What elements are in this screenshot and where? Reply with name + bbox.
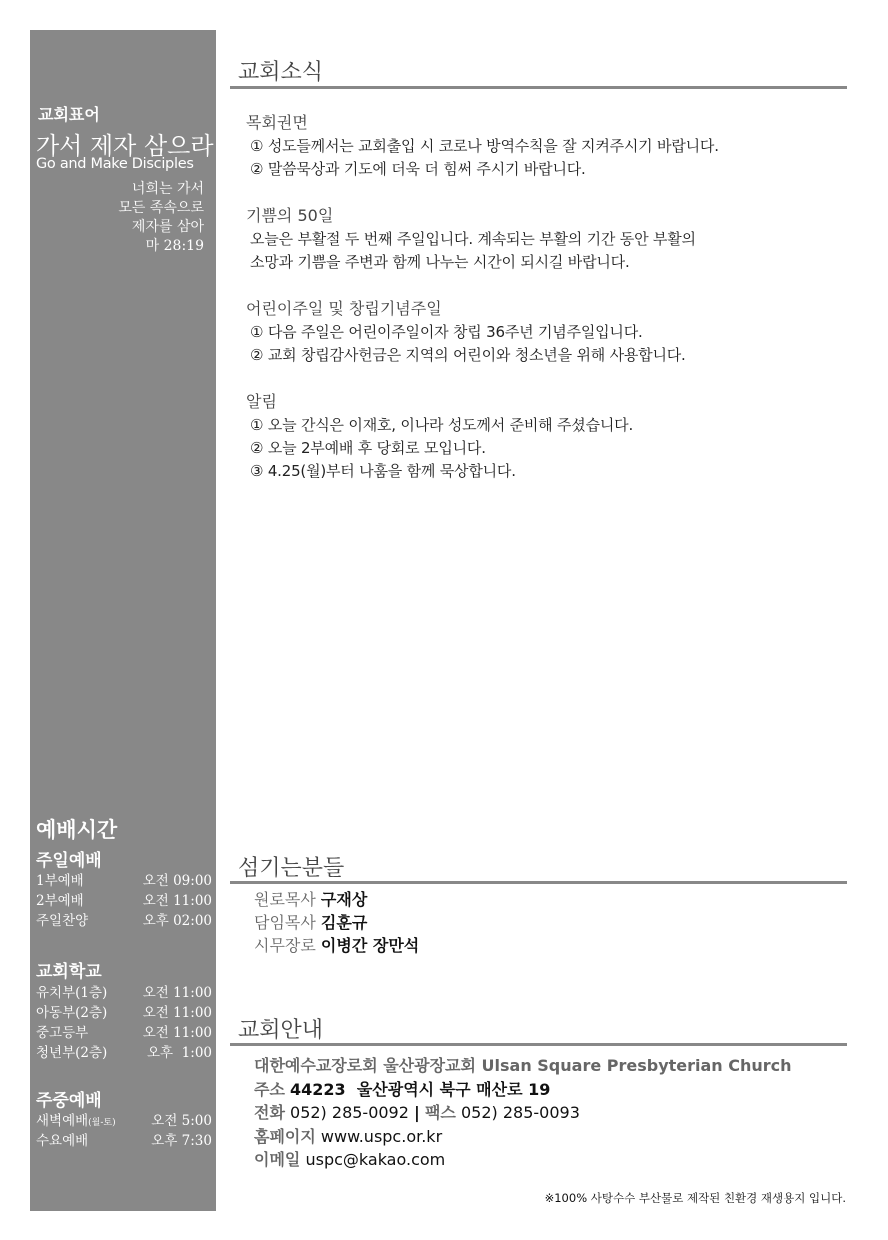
news-line: ① 성도들께서는 교회출입 시 코로나 방역수칙을 잘 지켜주시기 바랍니다. bbox=[250, 137, 719, 155]
news-line: ② 오늘 2부예배 후 당회로 모입니다. bbox=[250, 439, 486, 457]
staff-row: 시무장로 이병간 장만석 bbox=[254, 936, 420, 955]
news-heading: 목회권면 bbox=[246, 113, 308, 132]
info-rule bbox=[230, 1043, 847, 1046]
email-link[interactable]: uspc@kakao.com bbox=[305, 1150, 446, 1169]
schedule-row: 주일찬양 오후 02:00 bbox=[36, 913, 212, 929]
staff-row: 담임목사 김훈규 bbox=[254, 913, 368, 932]
group-title-school: 교회학교 bbox=[36, 962, 102, 982]
motto-english: Go and Make Disciples bbox=[36, 156, 194, 172]
staff-title: 섬기는분들 bbox=[238, 856, 345, 881]
news-heading: 알림 bbox=[246, 392, 277, 411]
news-section bbox=[246, 391, 846, 483]
schedule-row: 수요예배 오후 7:30 bbox=[36, 1133, 212, 1149]
info-list bbox=[254, 1054, 792, 1172]
motto-title: 가서 제자 삼으라 bbox=[36, 132, 214, 160]
verse-reference: 마 28:19 bbox=[145, 238, 204, 254]
motto-verse bbox=[118, 180, 204, 256]
footnote: ※100% 사탕수수 부산물로 제작된 친환경 재생용지 입니다. bbox=[544, 1191, 846, 1205]
news-heading: 어린이주일 및 창립기념주일 bbox=[246, 299, 442, 318]
group-title-sunday: 주일예배 bbox=[36, 851, 102, 871]
staff-list bbox=[254, 888, 419, 957]
news-section bbox=[246, 205, 846, 274]
staff-rule bbox=[230, 881, 847, 884]
verse-line: 모든 족속으로 bbox=[118, 200, 204, 216]
homepage-link[interactable]: www.uspc.or.kr bbox=[320, 1126, 443, 1146]
schedule-row: 2부예배 오전 11:00 bbox=[36, 893, 212, 909]
email-row: 이메일 uspc@kakao.com bbox=[254, 1150, 446, 1169]
schedule-row: 1부예배 오전 09:00 bbox=[36, 873, 212, 889]
verse-line: 너희는 가서 bbox=[131, 181, 204, 197]
group-rows-weekday bbox=[36, 1111, 212, 1151]
group-rows-school bbox=[36, 983, 212, 1063]
group-rows-sunday bbox=[36, 871, 212, 931]
news-heading: 기쁨의 50일 bbox=[246, 206, 334, 225]
schedule-row: 청년부(2층) 오후 1:00 bbox=[36, 1045, 212, 1061]
address-row: 주소 44223 울산광역시 북구 매산로 19 bbox=[254, 1079, 551, 1099]
verse-line: 제자를 삼아 bbox=[131, 219, 204, 235]
worship-heading: 예배시간 bbox=[36, 818, 118, 842]
schedule-row: 중고등부 오전 11:00 bbox=[36, 1025, 212, 1041]
group-title-weekday: 주중예배 bbox=[36, 1091, 102, 1111]
homepage-row: 홈페이지 www.uspc.or.kr bbox=[254, 1126, 443, 1146]
schedule-row: 새벽예배(월-토) 오전 5:00 bbox=[36, 1113, 212, 1129]
news-line: ③ 4.25(월)부터 나훔을 함께 묵상합니다. bbox=[250, 462, 516, 480]
news-title: 교회소식 bbox=[238, 60, 324, 85]
info-title: 교회안내 bbox=[238, 1018, 324, 1043]
news-body bbox=[246, 112, 846, 507]
motto-heading: 교회표어 bbox=[38, 105, 100, 124]
news-line: 소망과 기쁨을 주변과 함께 나누는 시간이 되시길 바랍니다. bbox=[250, 253, 630, 271]
schedule-row: 아동부(2층) 오전 11:00 bbox=[36, 1005, 212, 1021]
news-section bbox=[246, 112, 846, 181]
news-section bbox=[246, 298, 846, 367]
church-name: 대한예수교장로회 울산광장교회 Ulsan Square Presbyterian Church bbox=[254, 1056, 792, 1075]
schedule-row: 유치부(1층) 오전 11:00 bbox=[36, 985, 212, 1001]
news-line: ① 오늘 간식은 이재호, 이나라 성도께서 준비해 주셨습니다. bbox=[250, 416, 634, 434]
news-line: ② 교회 창립감사헌금은 지역의 어린이와 청소년을 위해 사용합니다. bbox=[250, 346, 686, 364]
news-rule bbox=[230, 86, 847, 89]
news-line: ① 다음 주일은 어린이주일이자 창립 36주년 기념주일입니다. bbox=[250, 323, 643, 341]
news-line: ② 말씀묵상과 기도에 더욱 더 힘써 주시기 바랍니다. bbox=[250, 160, 586, 178]
phone-row: 전화 052) 285-0092 | 팩스 052) 285-0093 bbox=[254, 1103, 580, 1122]
sidebar bbox=[30, 30, 216, 1211]
news-line: 오늘은 부활절 두 번째 주일입니다. 계속되는 부활의 기간 동안 부활의 bbox=[250, 230, 696, 248]
staff-row: 원로목사 구재상 bbox=[254, 890, 368, 909]
